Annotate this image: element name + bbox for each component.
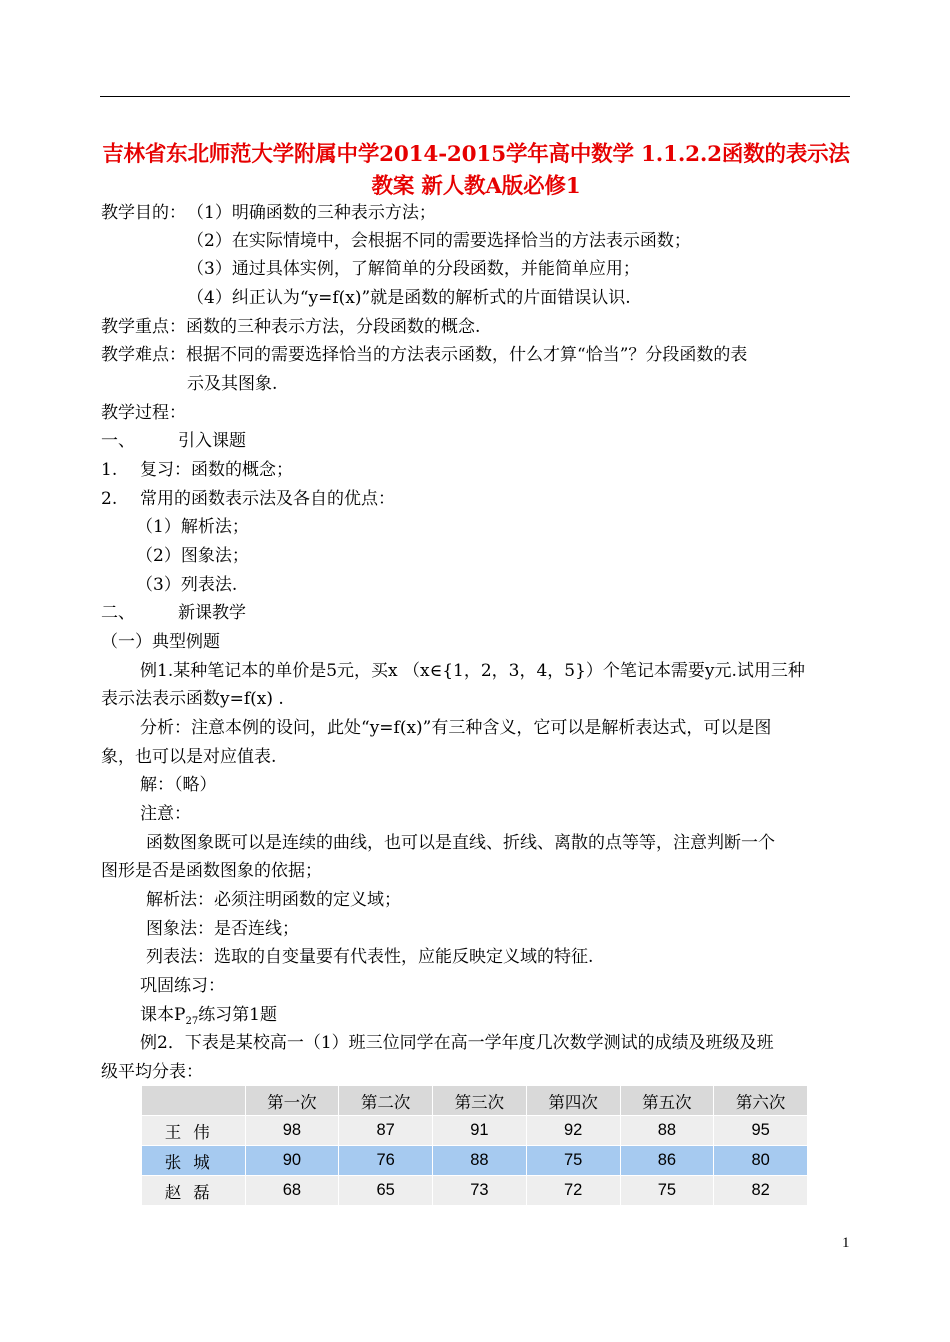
note-line-1: 函数图象既可以是连续的曲线，也可以是直线、折线、离散的点等等，注意判断一个 <box>146 833 775 853</box>
score-cell: 72 <box>526 1176 620 1206</box>
table-row <box>142 1116 808 1146</box>
difficulty-line-1: 教学难点：根据不同的需要选择恰当的方法表示函数，什么才算“恰当”？分段函数的表 <box>101 345 748 365</box>
example-2-line-1: 例2．下表是某校高一（1）班三位同学在高一学年度几次数学测试的成绩及班级及班 <box>140 1033 774 1053</box>
table-header-row <box>142 1086 808 1116</box>
score-cell: 87 <box>339 1116 433 1146</box>
student-name: 赵磊 <box>142 1176 245 1206</box>
score-cell: 88 <box>620 1116 714 1146</box>
section-1-title: 引入课题 <box>178 431 246 451</box>
score-cell: 88 <box>433 1146 527 1176</box>
example-2-line-2: 级平均分表： <box>101 1062 203 1082</box>
analysis-line-2: 象，也可以是对应值表. <box>101 747 277 767</box>
score-cell: 65 <box>339 1176 433 1206</box>
score-cell: 75 <box>526 1146 620 1176</box>
note-analytic: 解析法：必须注明函数的定义域； <box>146 890 401 910</box>
table-row-highlighted <box>142 1146 808 1176</box>
note-table: 列表法：选取的自变量要有代表性，应能反映定义域的特征. <box>146 947 594 967</box>
textbook-prefix: 课本P <box>140 1005 186 1025</box>
document-title: 吉林省东北师范大学附属中学2014-2015学年高中数学 1.1.2.2函数的表示法教案 新人教A版必修1 <box>102 142 850 199</box>
score-cell: 75 <box>620 1176 714 1206</box>
score-cell: 90 <box>245 1146 339 1176</box>
score-cell: 86 <box>620 1146 714 1176</box>
table-row <box>142 1176 808 1206</box>
score-cell: 98 <box>245 1116 339 1146</box>
item-2-number: 2. <box>101 489 118 509</box>
goal-item-2: （2）在实际情境中，会根据不同的需要选择恰当的方法表示函数； <box>187 231 691 251</box>
difficulty-line-2: 示及其图象. <box>187 374 278 394</box>
goal-label: 教学目的： <box>101 203 186 223</box>
table-header-cell: 第六次 <box>714 1086 808 1116</box>
example-1-line-2: 表示法表示函数y=f(x) . <box>101 689 284 709</box>
section-1-number: 一、 <box>101 431 135 451</box>
solution: 解：（略） <box>140 775 217 795</box>
method-1: （1）解析法； <box>136 517 249 537</box>
page-number: 1 <box>842 1235 850 1251</box>
textbook-suffix: 练习第1题 <box>198 1005 278 1025</box>
practice-label: 巩固练习： <box>140 976 225 996</box>
section-2-number: 二、 <box>101 603 135 623</box>
score-cell: 82 <box>714 1176 808 1206</box>
note-line-2: 图形是否是函数图象的依据； <box>101 861 322 881</box>
score-cell: 76 <box>339 1146 433 1176</box>
goal-item-4: （4）纠正认为“y=f(x)”就是函数的解析式的片面错误认识. <box>187 288 631 308</box>
section-2-title: 新课教学 <box>178 603 246 623</box>
subsection-heading: （一）典型例题 <box>101 632 220 652</box>
item-1-number: 1. <box>101 460 118 480</box>
key-point: 教学重点：函数的三种表示方法，分段函数的概念. <box>101 317 481 337</box>
goal-item-1: （1）明确函数的三种表示方法； <box>187 203 436 223</box>
method-3: （3）列表法. <box>136 575 238 595</box>
student-name: 王伟 <box>142 1116 245 1146</box>
student-name: 张城 <box>142 1146 245 1176</box>
score-cell: 95 <box>714 1116 808 1146</box>
score-cell: 91 <box>433 1116 527 1146</box>
score-cell: 80 <box>714 1146 808 1176</box>
goal-item-3: （3）通过具体实例，了解简单的分段函数，并能简单应用； <box>187 259 640 279</box>
table-header-cell: 第三次 <box>433 1086 527 1116</box>
header-rule <box>100 96 850 97</box>
method-2: （2）图象法； <box>136 546 249 566</box>
score-cell: 68 <box>245 1176 339 1206</box>
score-cell: 73 <box>433 1176 527 1206</box>
table-header-cell <box>142 1086 245 1116</box>
analysis-line-1: 分析：注意本例的设问，此处“y=f(x)”有三种含义，它可以是解析表达式，可以是图 <box>140 718 772 738</box>
table-header-cell: 第五次 <box>620 1086 714 1116</box>
textbook-exercise <box>140 1004 277 1033</box>
score-table <box>142 1086 808 1206</box>
process-heading: 教学过程： <box>101 403 186 423</box>
table-header-cell: 第二次 <box>339 1086 433 1116</box>
item-1-text: 复习：函数的概念； <box>140 460 293 480</box>
table-header-cell: 第四次 <box>526 1086 620 1116</box>
table-header-cell: 第一次 <box>245 1086 339 1116</box>
example-1-line-1: 例1.某种笔记本的单价是5元，买x （x∈{1，2，3，4，5}）个笔记本需要y元.试用三种 <box>140 661 805 681</box>
score-cell: 92 <box>526 1116 620 1146</box>
note-label: 注意： <box>140 804 191 824</box>
note-graph: 图象法：是否连线； <box>146 919 299 939</box>
item-2-text: 常用的函数表示法及各自的优点： <box>140 489 395 509</box>
textbook-page-subscript: 27 <box>185 1016 199 1027</box>
